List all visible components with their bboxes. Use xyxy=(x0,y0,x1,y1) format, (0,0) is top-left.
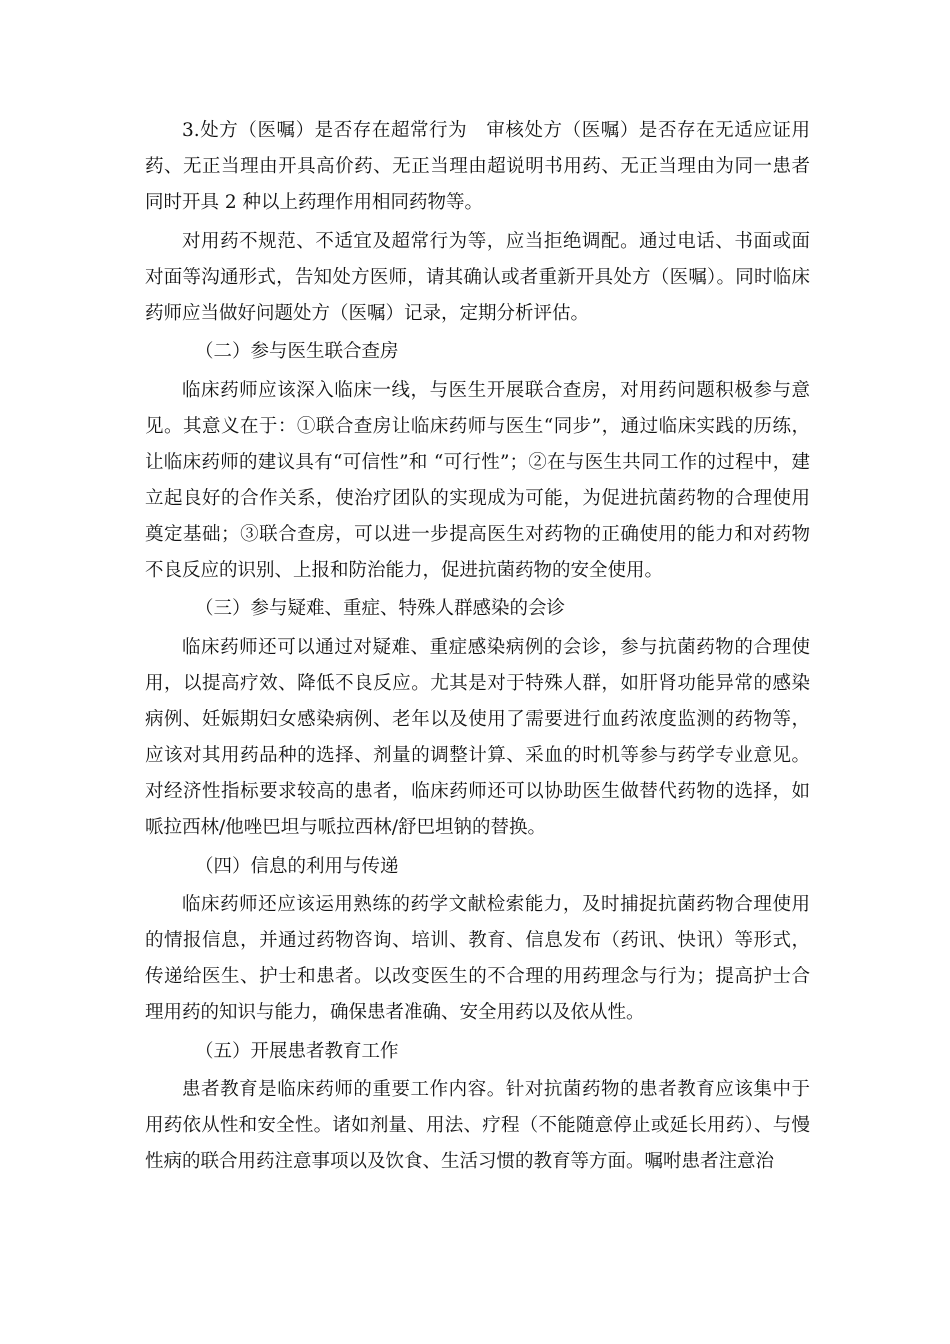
heading-patient-education: （五）开展患者教育工作 xyxy=(194,1040,399,1062)
paragraph-refuse-dispensing: 对用药不规范、不适宜及超常行为等，应当拒绝调配。通过电话、书面或面对面等沟通形式，告知处方医师，请其确认或者重新开具处方（医嘱）。同时临床药师应当做好问题处方（医嘱）记录，定期分析评估。 xyxy=(145,230,810,324)
heading-information: （四）信息的利用与传递 xyxy=(194,855,399,877)
heading-joint-ward-rounds: （二）参与医生联合查房 xyxy=(194,341,399,363)
paragraph-joint-ward-rounds: 临床药师应该深入临床一线，与医生开展联合查房，对用药问题积极参与意见。其意义在于：①联合查房让临床药师与医生“同步”，通过临床实践的历练，让临床药师的建议具有“可信性”和 “可行性”；②在与医生共同工作的过程中，建立起良好的合作关系，使治疗团队的实现成为可能，为促进抗菌药物的合理使用奠定基础；③联合查房，可以进一步提高医生对药物的正确使用的能力和对药物不良反应的识别、上报和防治能力，促进抗菌药物的安全使用。 xyxy=(145,379,810,581)
document-body xyxy=(145,113,810,1183)
paragraph-patient-education: 患者教育是临床药师的重要工作内容。针对抗菌药物的患者教育应该集中于用药依从性和安全性。诸如剂量、用法、疗程（不能随意停止或延长用药）、与慢性病的联合用药注意事项以及饮食、生活习惯的教育等方面。嘱咐患者注意治 xyxy=(145,1079,810,1173)
paragraph-prescription-overuse: 3.处方（医嘱）是否存在超常行为 审核处方（医嘱）是否存在无适应证用药、无正当理由开具高价药、无正当理由超说明书用药、无正当理由为同一患者同时开具 2 种以上药理作用相同药物等。 xyxy=(145,120,810,213)
heading-consultation: （三）参与疑难、重症、特殊人群感染的会诊 xyxy=(194,598,565,620)
paragraph-consultation: 临床药师还可以通过对疑难、重症感染病例的会诊，参与抗菌药物的合理使用，以提高疗效、降低不良反应。尤其是对于特殊人群，如肝肾功能异常的感染病例、妊娠期妇女感染病例、老年以及使用了需要进行血药浓度监测的药物等，应该对其用药品种的选择、剂量的调整计算、采血的时机等参与药学专业意见。对经济性指标要求较高的患者，临床药师还可以协助医生做替代药物的选择，如哌拉西林/他唑巴坦与哌拉西林/舒巴坦钠的替换。 xyxy=(145,636,810,838)
paragraph-information: 临床药师还应该运用熟练的药学文献检索能力，及时捕捉抗菌药物合理使用的情报信息，并通过药物咨询、培训、教育、信息发布（药讯、快讯）等形式，传递给医生、护士和患者。以改变医生的不合理的用药理念与行为；提高护士合理用药的知识与能力，确保患者准确、安全用药以及依从性。 xyxy=(145,894,810,1024)
